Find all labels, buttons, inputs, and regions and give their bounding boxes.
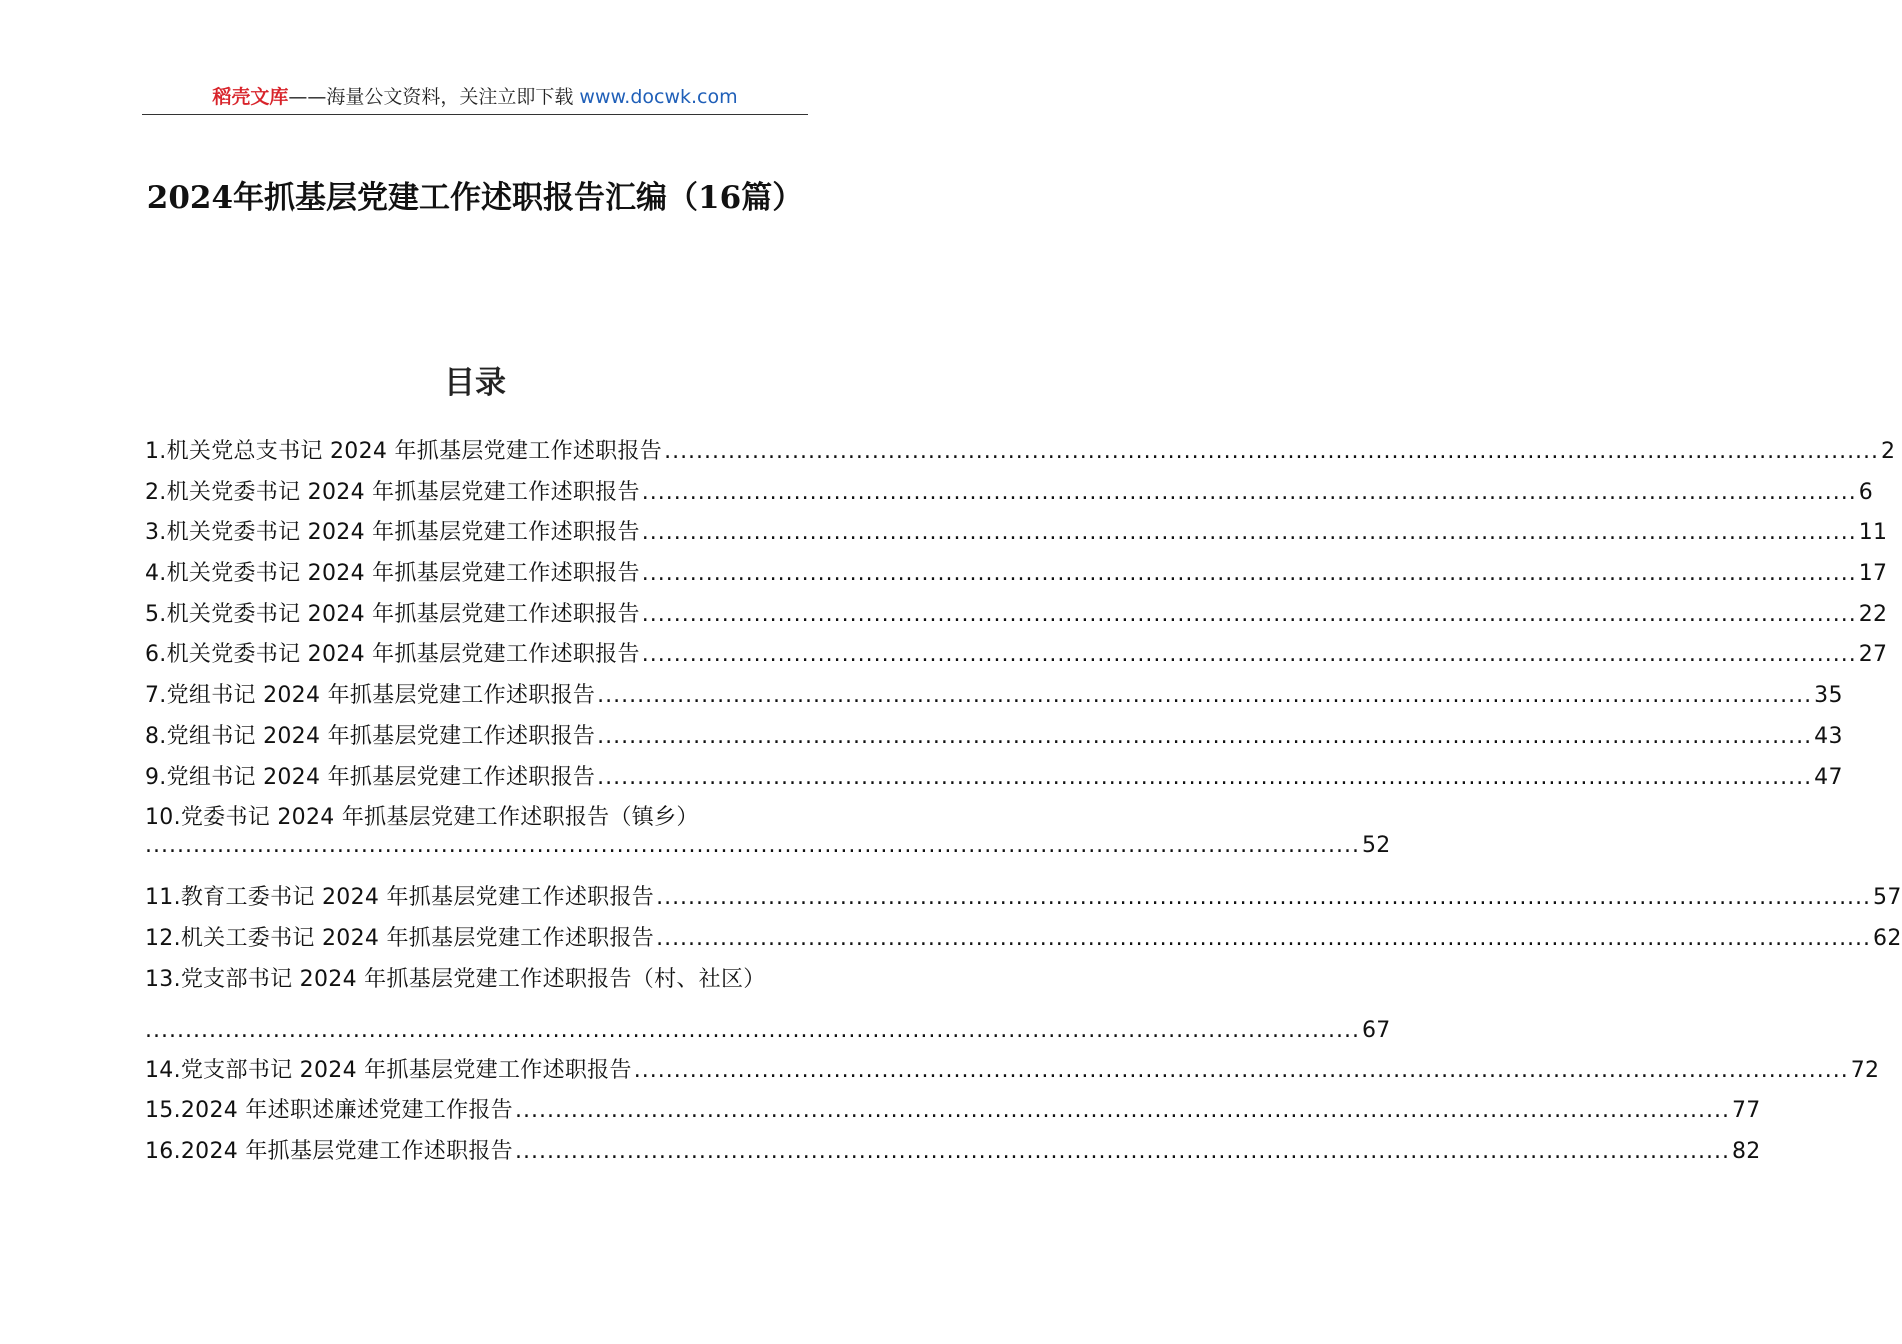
dot-leader [145, 1011, 1360, 1051]
dot-leader [664, 432, 1879, 472]
toc-entry-13[interactable] [145, 960, 1391, 1051]
toc-entry-4[interactable] [145, 554, 1888, 595]
toc-entry-page: 22 [1858, 601, 1888, 627]
header-url-link[interactable]: www.docwk.com [579, 86, 738, 108]
toc-entry-7[interactable] [145, 676, 1843, 717]
toc-entry-11[interactable] [145, 878, 1902, 919]
toc-entry-8[interactable] [145, 717, 1843, 758]
page-header [142, 80, 808, 114]
dot-leader [597, 717, 1812, 757]
toc-entry-page: 72 [1850, 1057, 1880, 1083]
header-divider [142, 114, 808, 115]
document-title: 2024年抓基层党建工作述职报告汇编（16篇） [146, 180, 804, 216]
toc-entry-page: 27 [1858, 642, 1888, 668]
toc-entry-label: 1.机关党总支书记 2024 年抓基层党建工作述职报告 [145, 439, 663, 464]
toc-entry-page: 35 [1814, 683, 1843, 709]
table-of-contents [145, 432, 1902, 1173]
toc-entry-3[interactable] [145, 513, 1888, 554]
toc-entry-page: 47 [1814, 764, 1843, 790]
toc-entry-label: 11.教育工委书记 2024 年抓基层党建工作述职报告 [145, 885, 655, 911]
toc-entry-page: 43 [1814, 723, 1843, 749]
toc-entry-label: 8.党组书记 2024 年抓基层党建工作述职报告 [145, 723, 596, 749]
toc-entry-label: 14.党支部书记 2024 年抓基层党建工作述职报告 [145, 1057, 632, 1083]
toc-entry-page: 11 [1858, 520, 1888, 546]
dot-leader [634, 1051, 1849, 1091]
toc-entry-page: 77 [1731, 1098, 1761, 1124]
dot-leader [656, 919, 1871, 959]
brand-name: 稻壳文库 [212, 86, 289, 108]
toc-heading: 目录 [444, 365, 506, 401]
dot-leader [597, 758, 1812, 798]
toc-entry-12[interactable] [145, 919, 1902, 960]
toc-entry-label: 12.机关工委书记 2024 年抓基层党建工作述职报告 [145, 925, 655, 951]
dot-leader [145, 826, 1360, 866]
toc-entry-continuation [145, 826, 1391, 866]
toc-entry-page: 62 [1873, 925, 1902, 951]
toc-entry-page: 17 [1858, 561, 1888, 587]
toc-entry-page: 82 [1731, 1138, 1761, 1164]
toc-entry-label: 13.党支部书记 2024 年抓基层党建工作述职报告（村、社区） [145, 966, 766, 992]
toc-entry-2[interactable] [145, 473, 1874, 514]
toc-entry-label: 9.党组书记 2024 年抓基层党建工作述职报告 [145, 764, 596, 790]
dot-leader [515, 1091, 1730, 1131]
dot-leader [642, 595, 1857, 635]
toc-entry-label: 15.2024 年述职述廉述党建工作报告 [145, 1098, 513, 1124]
dot-leader [642, 554, 1857, 594]
toc-entry-label: 16.2024 年抓基层党建工作述职报告 [145, 1138, 513, 1164]
header-slogan: ——海量公文资料，关注立即下载 [288, 86, 574, 108]
toc-entry-label: 3.机关党委书记 2024 年抓基层党建工作述职报告 [145, 520, 640, 546]
dot-leader [515, 1132, 1730, 1172]
toc-entry-9[interactable] [145, 758, 1843, 799]
toc-entry-5[interactable] [145, 595, 1888, 636]
toc-entry-page: 6 [1858, 479, 1874, 505]
toc-entry-16[interactable] [145, 1132, 1761, 1173]
toc-entry-page: 57 [1873, 885, 1902, 911]
toc-entry-10[interactable] [145, 798, 1391, 866]
toc-entry-6[interactable] [145, 635, 1888, 676]
toc-entry-page: 2 [1881, 439, 1896, 464]
toc-entry-page: 52 [1361, 833, 1391, 859]
toc-entry-label: 7.党组书记 2024 年抓基层党建工作述职报告 [145, 683, 596, 709]
dot-leader [597, 676, 1812, 716]
toc-entry-1[interactable] [145, 432, 1896, 473]
toc-entry-label: 5.机关党委书记 2024 年抓基层党建工作述职报告 [145, 601, 640, 627]
dot-leader [642, 513, 1857, 553]
toc-entry-15[interactable] [145, 1091, 1761, 1132]
toc-entry-label: 10.党委书记 2024 年抓基层党建工作述职报告（镇乡） [145, 805, 699, 831]
toc-entry-14[interactable] [145, 1051, 1880, 1092]
toc-entry-label: 2.机关党委书记 2024 年抓基层党建工作述职报告 [145, 479, 640, 505]
toc-entry-continuation [145, 1011, 1391, 1051]
toc-entry-label: 4.机关党委书记 2024 年抓基层党建工作述职报告 [145, 561, 640, 587]
toc-entry-label: 6.机关党委书记 2024 年抓基层党建工作述职报告 [145, 642, 640, 668]
dot-leader [642, 635, 1857, 675]
toc-entry-page: 67 [1361, 1017, 1391, 1043]
dot-leader [642, 473, 1857, 513]
dot-leader [656, 878, 1871, 918]
